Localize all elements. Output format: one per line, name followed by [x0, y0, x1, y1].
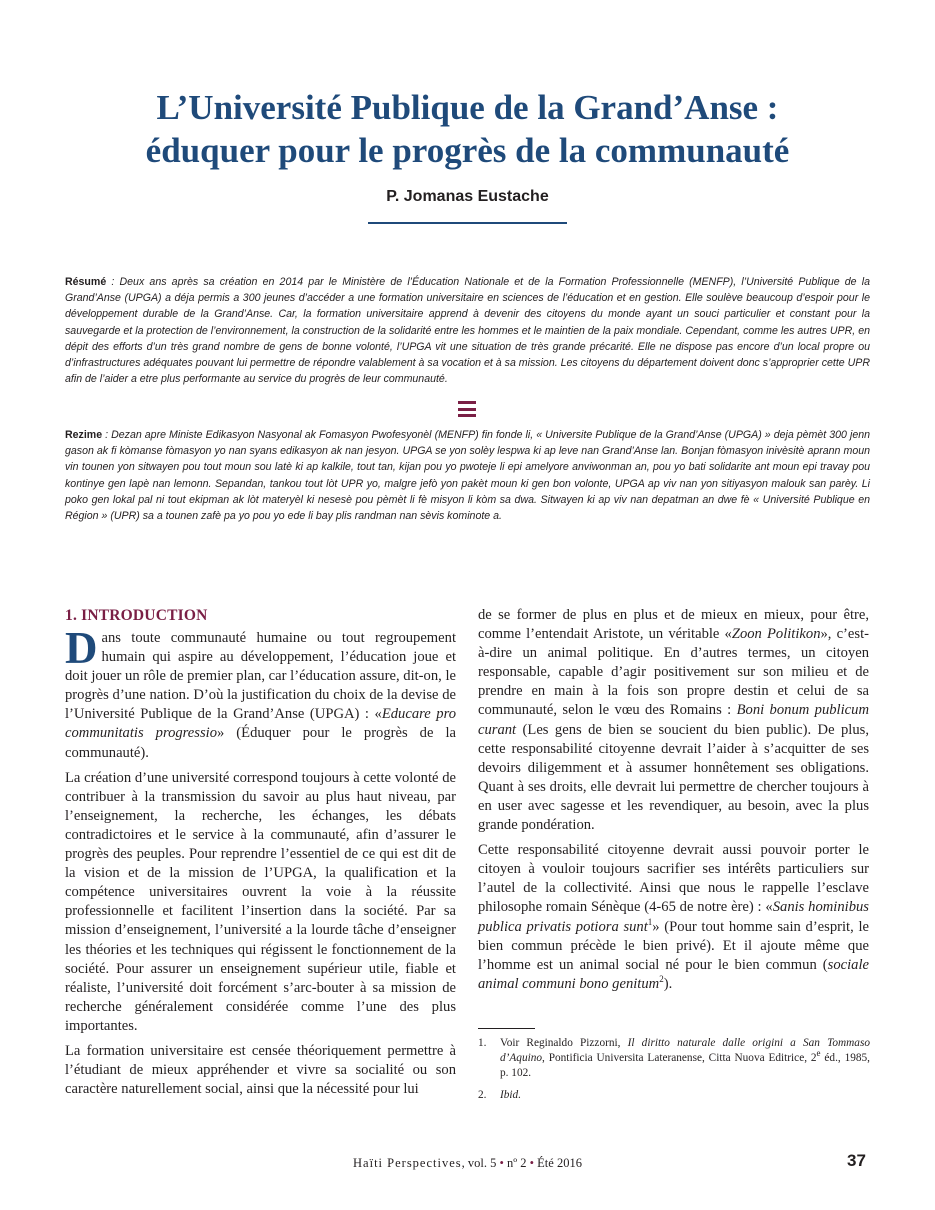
footnote-text [500, 1036, 870, 1082]
abstract-french-text: : Deux ans après sa création en 2014 par le Ministère de l’Éducation Nationale et de la Formation Professionnelle (MENFP), l’Université Publique de la Grand’Anse (UPGA) a déja permis a 300 jeunes d’accéder a une formation universitaire en sciences de l’éducation et en gestion. Elle soulève beaucoup d’espoir pour le développement durable de la Grand’Anse. Car, la formation universitaire apprend à devenir des citoyens du monde ayant un souci particulier et constant pour la sauvegarde et la protection de l’environnement, la construction de la solidarité entre les hommes et le maintien de la paix mondiale. Cependant, comme les autres UPR, en dépit des efforts d’un très grand nombre de gens de bonne volonté, l’UPGA vit une situation de très grande précarité. Elle ne dispose pas encore d’un local propre ou d’infrastructures adéquates pouvant lui permettre de répondre valablement à sa vocation et à sa mission. Les citoyens du département doivent donc s’approprier cette UPR afin de l’aider a etre plus performante au service du progrès de leur communauté. [65, 276, 870, 386]
footnote-1-tail: éd., 1985, p. 102. [500, 1052, 870, 1080]
footnote-1-title: Il diritto naturale dalle origini a San Tommaso d’Aquino [500, 1037, 870, 1065]
footnote-ref-1[interactable]: 1 [647, 916, 653, 927]
dropcap-letter: D [65, 623, 98, 673]
title-line-1: L’Université Publique de la Grand’Anse : [156, 88, 779, 127]
footnote-1 [478, 1036, 870, 1082]
separator-bars-icon [458, 401, 476, 417]
journal-volume: , vol. 5 [461, 1156, 500, 1170]
footnote-1-sup: e [816, 1048, 821, 1059]
footnotes [478, 1036, 870, 1109]
latin-quote-sociale: sociale animal communi bono genitum [478, 956, 869, 992]
latin-quote-seneca: Sanis hominibus publica privatis potiora sunt [478, 899, 869, 935]
title-line-2: éduquer pour le progrès de la communauté [145, 131, 790, 170]
abstract-creole-text: : Dezan apre Ministe Edikasyon Nasyonal ak Fomasyon Pwofesyonèl (MENFP) fin fonde li, « Universite Publique de la Grand’Anse (UPGA) » deja pèmèt 300 jenn gason ak fi kòmanse fòmasyon yo nan syans edikasyon ak nan jesyon. UPGA se yon solèy lespwa ki ap leve nan Grand’Anse lan. Bonjan fòmasyon inivèsitè aprann moun vin tounen yon sitwayen pou tout moun sou latè ki ap kalkile, tout tan, kijan pou yo pwoteje li epi amelyore anviwonman an, pou yo bati solidarite ant moun epi travay pou kontinye gen lapè nan lemonn. Sepandan, tankou tout lòt UPR yo, malgre jefò yon pakèt moun ki gen bon volonte, UPGA ap viv nan yon sitiyasyon malouk san parèy. Li poko gen lokal pal ni tout ekipman ak lòt materyèl ki nesesè pou pèmèt li fè misyon li kòm sa dwa. Sitwayen ki ap viv nan depatman an dwe fè « Université Publique en Région » (UPR) sa a tounen zafè pa yo pou yo ede li bay plis randman nan sèvis kominote a. [65, 429, 870, 523]
paragraph-4-text-b: », c’est-à-dire un animal politique. En d’autres termes, un citoyen responsable, capable d’agir positivement sur son milieu et de prendre en main à la fois son propre destin et celui de sa communauté, selon le vœu des Romains : [478, 626, 869, 719]
footnote-number: 2. [478, 1088, 487, 1101]
paragraph-3: La formation universitaire est censée théoriquement permettre à l’étudiant de mieux appréhender et vivre sa socialité ou son caractère naturellement social, ainsi que la nécessité pour lui [65, 1042, 456, 1098]
paragraph-5-text-a: Cette responsabilité citoyenne devrait aussi pouvoir porter le citoyen à vouloir toujours sacrifier ses intérêts particuliers sur l’autel de la collectivité. Ainsi que nous le rappelle l’esclave philosophe romain Sénèque (4-65 de notre ère) : « [478, 842, 869, 916]
left-column [65, 606, 456, 1105]
bullet-icon: • [499, 1156, 504, 1170]
footnote-1-post: , Pontificia Universita Lateranense, Citta Nuova Editrice, 2 [542, 1052, 817, 1065]
journal-season: Été 2016 [534, 1156, 582, 1170]
abstract-french [65, 274, 870, 387]
paragraph-1 [65, 623, 456, 763]
zoon-politikon: Zoon Politikon [731, 626, 821, 643]
page-footer [0, 1156, 935, 1171]
paragraph-4 [478, 606, 869, 835]
page-number: 37 [847, 1151, 866, 1170]
abstract-french-label: Résumé [65, 276, 107, 288]
author-name: P. Jomanas Eustache [386, 188, 549, 205]
paragraph-4-text-c: (Les gens de bien se soucient du bien public). De plus, cette responsabilité citoyenne devrait l’aider à s’acquitter de ses devoirs diligemment et à assumer honnêtement ses obligations. Quant à ses droits, elle devrait lui permettre de chercher toujours à en user avec sagesse et les revendiquer, au besoin, avec la plus grande pondération. [478, 721, 869, 834]
footnote-number: 1. [478, 1037, 487, 1049]
article-title [60, 86, 875, 172]
paragraph-1-text-a: ans toute communauté humaine ou tout regroupement humain qui aspire au développement, l’éducation joue et doit jouer un rôle de premier plan, car l’éducation assure, dit-on, le progrès d’une nation. D’où la justification du choix de la devise de l’Université Publique de la Grand’Anse (UPGA) : « [65, 630, 456, 723]
paragraph-5-text-b: » (Pour tout homme sain d’esprit, le bien commun précède le bien privé). Et il ajoute même que l’homme est un animal social né pour le bien commun ( [478, 918, 869, 973]
footnote-2-ibid: Ibid. [500, 1088, 522, 1101]
abstract-creole-label: Rezime [65, 429, 103, 441]
footnote-ref-2[interactable]: 2 [659, 973, 664, 984]
footnote-divider [478, 1028, 535, 1029]
paragraph-1-text-b: » (Éduquer pour le progrès de la communauté). [65, 725, 456, 761]
abstract-creole [65, 427, 870, 524]
bullet-icon: • [529, 1156, 535, 1170]
journal-issue: nº 2 [503, 1156, 530, 1170]
journal-name: Haïti Perspectives [353, 1156, 462, 1170]
author-divider [368, 222, 567, 224]
footnote-text [500, 1088, 870, 1103]
paragraph-5-text-c: ). [663, 975, 673, 992]
paragraph-5 [478, 841, 869, 994]
section-heading: 1. INTRODUCTION [65, 607, 208, 624]
footnote-2 [478, 1088, 870, 1103]
latin-quote-boni: Boni bonum publicum curant [478, 702, 869, 738]
footnote-1-pre: Voir Reginaldo Pizzorni, [500, 1037, 628, 1049]
paragraph-4-text-a: de se former de plus en plus et de mieux en mieux, pour être, comme l’entendait Aristote, un véritable « [478, 607, 869, 643]
motto-latin: Educare pro communitatis progressio [65, 706, 456, 742]
right-column [478, 606, 869, 1000]
paragraph-2: La création d’une université correspond toujours à cette volonté de contribuer à la transmission du savoir au plus haut niveau, par l’enseignement, la recherche, les échanges, les débats contradictoires et le service à la communauté, afin d’assurer le progrès des peuples. Pour reprendre l’essentiel de ce qui est dit de la vision et de la mission de l’UPGA, la qualification et la compétence universitaires ouvrent la voie à la réussite professionnelle et facilitent l’insertion dans la société. Par sa mission d’enseignement, l’université a la lourde tâche d’enseigner les théories et les techniques qui régissent le fonctionnement de la société. Pour assurer un enseignement supérieur utile, fiable et réaliste, l’université doit forcément s’arc-bouter à sa mission de recherche généralement considérée comme l’une des plus importantes. [65, 769, 456, 1034]
